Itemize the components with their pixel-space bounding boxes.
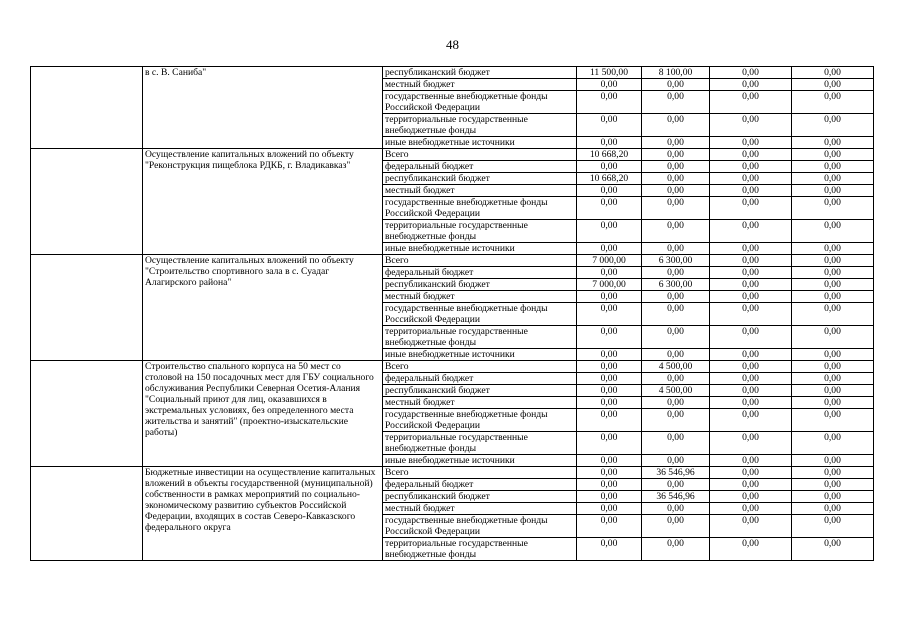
measure-name-cell: Бюджетные инвестиции на осуществление капитальных вложений в объекты государственной (муниципальной) собственности в рамках мероприятий по социально-экономическому развитию субъектов Российской Федерации, входящих в состав Северо-Кавказского федерального округа [143, 467, 383, 561]
amount-cell: 0,00 [710, 432, 792, 455]
number-cell [31, 149, 143, 255]
amount-cell: 0,00 [710, 303, 792, 326]
amount-cell: 6 300,00 [642, 255, 710, 267]
amount-cell: 0,00 [710, 409, 792, 432]
amount-cell: 0,00 [577, 91, 642, 114]
amount-cell: 0,00 [792, 220, 874, 243]
funding-source-cell: местный бюджет [383, 291, 577, 303]
amount-cell: 0,00 [642, 114, 710, 137]
amount-cell: 0,00 [792, 397, 874, 409]
amount-cell: 0,00 [577, 491, 642, 503]
measure-name-cell: Строительство спального корпуса на 50 мест со столовой на 150 посадочных мест для ГБУ социального обслуживания Республики Северная Осетия-Алания "Социальный приют для лиц, оказавшихся в экстремальных условиях, без определенного места жительства и занятий" (проектно-изыскательские работы) [143, 361, 383, 467]
amount-cell: 0,00 [792, 479, 874, 491]
amount-cell: 0,00 [642, 538, 710, 561]
amount-cell: 0,00 [792, 197, 874, 220]
funding-source-cell: Всего [383, 149, 577, 161]
funding-source-cell: местный бюджет [383, 185, 577, 197]
amount-cell: 0,00 [577, 185, 642, 197]
amount-cell: 0,00 [642, 291, 710, 303]
amount-cell: 0,00 [577, 197, 642, 220]
amount-cell: 0,00 [710, 255, 792, 267]
amount-cell: 6 300,00 [642, 279, 710, 291]
amount-cell: 0,00 [710, 243, 792, 255]
funding-source-cell: республиканский бюджет [383, 279, 577, 291]
measure-name-cell: в с. В. Саниба" [143, 67, 383, 149]
amount-cell: 0,00 [792, 185, 874, 197]
amount-cell: 0,00 [577, 303, 642, 326]
amount-cell: 0,00 [642, 373, 710, 385]
amount-cell: 0,00 [792, 243, 874, 255]
funding-source-cell: государственные внебюджетные фонды Российской Федерации [383, 197, 577, 220]
amount-cell: 0,00 [792, 385, 874, 397]
funding-source-cell: территориальные государственные внебюджетные фонды [383, 538, 577, 561]
funding-source-cell: республиканский бюджет [383, 385, 577, 397]
funding-source-cell: иные внебюджетные источники [383, 349, 577, 361]
amount-cell: 0,00 [710, 467, 792, 479]
amount-cell: 0,00 [710, 197, 792, 220]
amount-cell: 0,00 [642, 149, 710, 161]
amount-cell: 0,00 [577, 397, 642, 409]
amount-cell: 0,00 [792, 161, 874, 173]
amount-cell: 0,00 [710, 397, 792, 409]
amount-cell: 0,00 [642, 197, 710, 220]
amount-cell: 11 500,00 [577, 67, 642, 79]
amount-cell: 0,00 [577, 161, 642, 173]
amount-cell: 0,00 [642, 409, 710, 432]
amount-cell: 0,00 [710, 185, 792, 197]
funding-source-cell: территориальные государственные внебюджетные фонды [383, 326, 577, 349]
amount-cell: 0,00 [792, 503, 874, 515]
amount-cell: 0,00 [642, 432, 710, 455]
funding-source-cell: территориальные государственные внебюджетные фонды [383, 114, 577, 137]
amount-cell: 0,00 [710, 515, 792, 538]
amount-cell: 0,00 [792, 538, 874, 561]
amount-cell: 0,00 [710, 220, 792, 243]
amount-cell: 0,00 [710, 455, 792, 467]
amount-cell: 0,00 [710, 503, 792, 515]
amount-cell: 0,00 [577, 503, 642, 515]
amount-cell: 0,00 [577, 409, 642, 432]
funding-source-cell: государственные внебюджетные фонды Российской Федерации [383, 303, 577, 326]
amount-cell: 0,00 [642, 397, 710, 409]
funding-source-cell: иные внебюджетные источники [383, 243, 577, 255]
amount-cell: 7 000,00 [577, 279, 642, 291]
amount-cell: 0,00 [710, 137, 792, 149]
amount-cell: 0,00 [577, 373, 642, 385]
amount-cell: 0,00 [577, 220, 642, 243]
amount-cell: 0,00 [642, 79, 710, 91]
amount-cell: 0,00 [710, 114, 792, 137]
amount-cell: 0,00 [792, 361, 874, 373]
funding-source-cell: местный бюджет [383, 503, 577, 515]
amount-cell: 36 546,96 [642, 467, 710, 479]
amount-cell: 0,00 [792, 149, 874, 161]
amount-cell: 0,00 [710, 149, 792, 161]
funding-source-cell: Всего [383, 255, 577, 267]
amount-cell: 0,00 [710, 67, 792, 79]
amount-cell: 0,00 [710, 173, 792, 185]
table-row [31, 255, 874, 267]
amount-cell: 0,00 [792, 409, 874, 432]
funding-source-cell: республиканский бюджет [383, 173, 577, 185]
amount-cell: 0,00 [792, 255, 874, 267]
amount-cell: 0,00 [792, 515, 874, 538]
amount-cell: 0,00 [577, 479, 642, 491]
amount-cell: 0,00 [642, 326, 710, 349]
amount-cell: 0,00 [792, 455, 874, 467]
amount-cell: 0,00 [710, 479, 792, 491]
amount-cell: 0,00 [710, 79, 792, 91]
funding-source-cell: государственные внебюджетные фонды Российской Федерации [383, 515, 577, 538]
funding-source-cell: Всего [383, 361, 577, 373]
amount-cell: 0,00 [642, 503, 710, 515]
amount-cell: 0,00 [577, 79, 642, 91]
measure-name-cell: Осуществление капитальных вложений по объекту "Реконструкция пищеблока РДКБ, г. Владикавказ" [143, 149, 383, 255]
amount-cell: 0,00 [642, 455, 710, 467]
page-number: 48 [446, 37, 459, 52]
amount-cell: 0,00 [710, 373, 792, 385]
amount-cell: 0,00 [577, 515, 642, 538]
amount-cell: 0,00 [642, 349, 710, 361]
amount-cell: 0,00 [792, 137, 874, 149]
amount-cell: 0,00 [577, 361, 642, 373]
funding-source-cell: федеральный бюджет [383, 479, 577, 491]
funding-source-cell: государственные внебюджетные фонды Российской Федерации [383, 91, 577, 114]
amount-cell: 0,00 [577, 432, 642, 455]
amount-cell: 0,00 [710, 349, 792, 361]
number-cell [31, 255, 143, 361]
measure-name-cell: Осуществление капитальных вложений по объекту "Строительство спортивного зала в с. Суадаг Алагирского района" [143, 255, 383, 361]
amount-cell: 0,00 [792, 79, 874, 91]
amount-cell: 0,00 [710, 267, 792, 279]
amount-cell: 0,00 [710, 385, 792, 397]
amount-cell: 0,00 [577, 467, 642, 479]
amount-cell: 0,00 [642, 137, 710, 149]
amount-cell: 0,00 [642, 185, 710, 197]
amount-cell: 0,00 [642, 479, 710, 491]
number-cell [31, 361, 143, 467]
amount-cell: 0,00 [792, 373, 874, 385]
funding-source-cell: территориальные государственные внебюджетные фонды [383, 432, 577, 455]
amount-cell: 0,00 [577, 349, 642, 361]
budget-table [30, 66, 874, 561]
amount-cell: 0,00 [577, 326, 642, 349]
amount-cell: 0,00 [710, 538, 792, 561]
number-cell [31, 67, 143, 149]
funding-source-cell: территориальные государственные внебюджетные фонды [383, 220, 577, 243]
number-cell [31, 467, 143, 561]
amount-cell: 0,00 [792, 91, 874, 114]
table-row [31, 467, 874, 479]
amount-cell: 0,00 [642, 243, 710, 255]
amount-cell: 0,00 [577, 385, 642, 397]
funding-source-cell: федеральный бюджет [383, 161, 577, 173]
funding-source-cell: иные внебюджетные источники [383, 137, 577, 149]
amount-cell: 0,00 [577, 538, 642, 561]
amount-cell: 0,00 [577, 267, 642, 279]
funding-source-cell: государственные внебюджетные фонды Российской Федерации [383, 409, 577, 432]
funding-source-cell: федеральный бюджет [383, 267, 577, 279]
funding-source-cell: местный бюджет [383, 397, 577, 409]
amount-cell: 0,00 [792, 114, 874, 137]
amount-cell: 0,00 [792, 326, 874, 349]
amount-cell: 0,00 [792, 467, 874, 479]
amount-cell: 0,00 [642, 220, 710, 243]
amount-cell: 0,00 [642, 173, 710, 185]
amount-cell: 7 000,00 [577, 255, 642, 267]
amount-cell: 4 500,00 [642, 385, 710, 397]
amount-cell: 0,00 [792, 267, 874, 279]
amount-cell: 0,00 [642, 267, 710, 279]
amount-cell: 0,00 [710, 91, 792, 114]
amount-cell: 0,00 [642, 161, 710, 173]
funding-source-cell: Всего [383, 467, 577, 479]
amount-cell: 4 500,00 [642, 361, 710, 373]
amount-cell: 0,00 [792, 491, 874, 503]
amount-cell: 0,00 [792, 303, 874, 326]
amount-cell: 0,00 [642, 91, 710, 114]
funding-source-cell: местный бюджет [383, 79, 577, 91]
amount-cell: 0,00 [792, 291, 874, 303]
amount-cell: 0,00 [710, 361, 792, 373]
amount-cell: 10 668,20 [577, 173, 642, 185]
amount-cell: 0,00 [792, 432, 874, 455]
amount-cell: 0,00 [577, 291, 642, 303]
amount-cell: 8 100,00 [642, 67, 710, 79]
amount-cell: 0,00 [710, 161, 792, 173]
amount-cell: 0,00 [642, 515, 710, 538]
amount-cell: 0,00 [792, 173, 874, 185]
funding-source-cell: республиканский бюджет [383, 67, 577, 79]
amount-cell: 0,00 [792, 279, 874, 291]
funding-source-cell: иные внебюджетные источники [383, 455, 577, 467]
amount-cell: 0,00 [577, 137, 642, 149]
amount-cell: 0,00 [710, 491, 792, 503]
funding-source-cell: федеральный бюджет [383, 373, 577, 385]
amount-cell: 0,00 [577, 243, 642, 255]
amount-cell: 0,00 [792, 67, 874, 79]
amount-cell: 0,00 [710, 326, 792, 349]
table-row [31, 67, 874, 79]
funding-source-cell: республиканский бюджет [383, 491, 577, 503]
amount-cell: 10 668,20 [577, 149, 642, 161]
amount-cell: 0,00 [577, 114, 642, 137]
table-body [31, 67, 874, 561]
table-row [31, 361, 874, 373]
amount-cell: 36 546,96 [642, 491, 710, 503]
table-row [31, 149, 874, 161]
amount-cell: 0,00 [792, 349, 874, 361]
amount-cell: 0,00 [710, 291, 792, 303]
amount-cell: 0,00 [577, 455, 642, 467]
amount-cell: 0,00 [642, 303, 710, 326]
amount-cell: 0,00 [710, 279, 792, 291]
